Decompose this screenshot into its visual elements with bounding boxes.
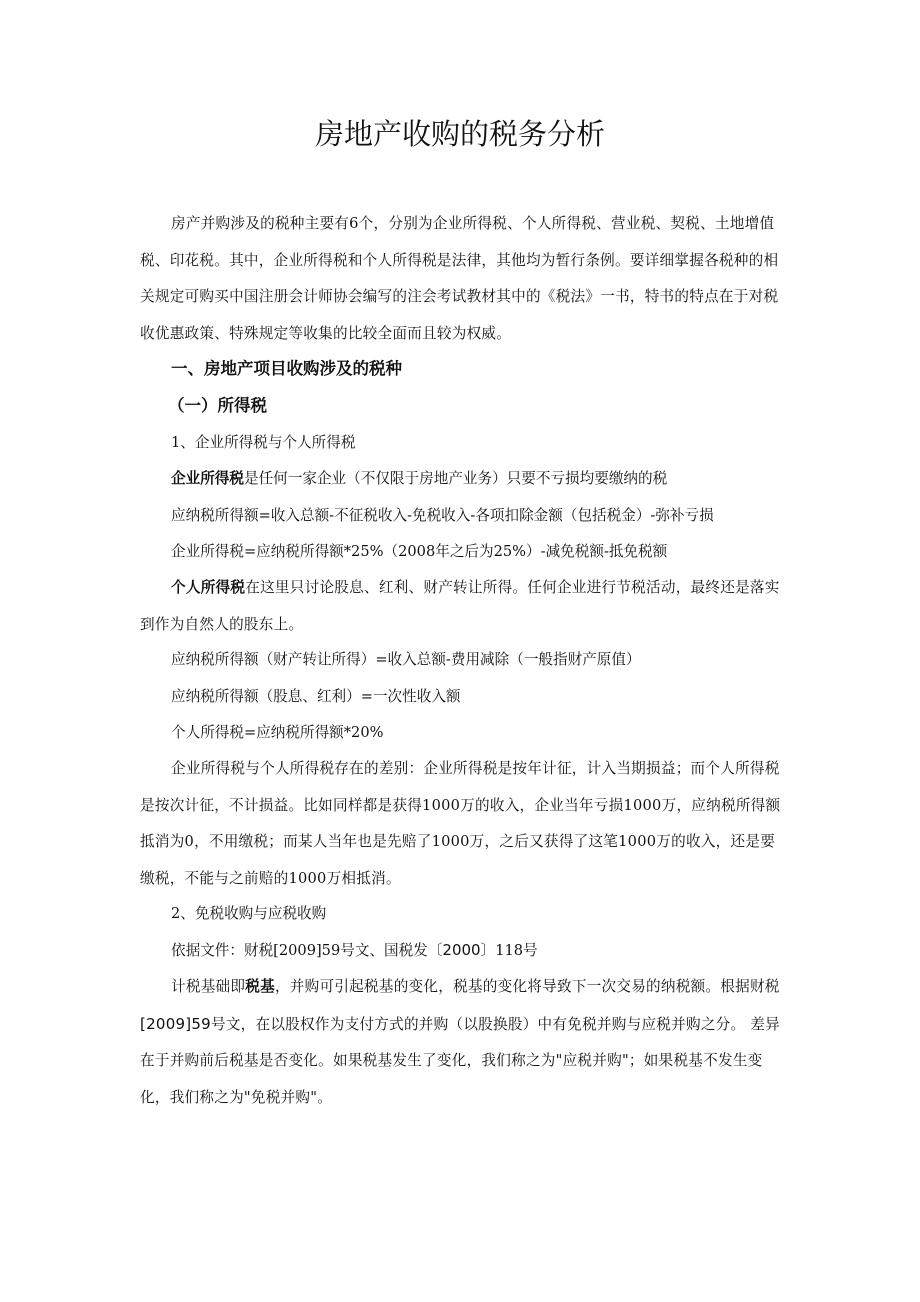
- section-heading-1: 一、房地产项目收购涉及的税种: [171, 359, 402, 378]
- subsection-2: 2、免税收购与应税收购: [171, 905, 327, 922]
- formula-property-transfer: 应纳税所得额（财产转让所得）=收入总额-费用减除（一般指财产原值）: [171, 651, 641, 668]
- personal-tax-term: 个人所得税: [171, 579, 246, 596]
- subsection-1: 1、企业所得税与个人所得税: [171, 434, 356, 451]
- intro-paragraph: 房产并购涉及的税种主要有6个，分别为企业所得税、个人所得税、营业税、契税、土地增值税、印花税。其中，企业所得税和个人所得税是法律，其他均为暂行条例。要详细掌握各税种的相关规定可购买中国注册会计师协会编写的注会考试教材其中的《税法》一书，特书的特点在于对税收优惠政策、特殊规定等收集的比较全面而且较为权威。: [140, 215, 779, 342]
- basis-documents: [140, 932, 782, 970]
- corp-tax-term: 企业所得税: [171, 470, 244, 487]
- corp-tax-definition: 是任何一家企业（不仅限于房地产业务）只要不亏损均要缴纳的税: [243, 470, 668, 487]
- section-heading-2: （一）所得税: [168, 396, 267, 415]
- basis-prefix: 依据文件：财税[2009]59号文、国税发〔: [171, 942, 443, 959]
- tax-base-paragraph: [140, 969, 782, 1116]
- personal-tax-paragraph: [140, 570, 782, 643]
- corp-tax-paragraph: [140, 461, 782, 498]
- basis-suffix: 〕118号: [480, 942, 538, 959]
- tax-base-text-2: ，并购可引起税基的变化，税基的变化将导致下一次交易的纳税额。根据财税: [274, 978, 780, 995]
- formula-taxable-income: 应纳税所得额=收入总额-不征税收入-免税收入-各项扣除金额（包括税金）-弥补亏损: [171, 507, 714, 524]
- personal-tax-definition: 在这里只讨论股息、红利、财产转让所得。任何企业进行节税活动，最终还是落实到作为自然人的股东上。: [140, 579, 780, 633]
- basis-year: 2000: [442, 941, 481, 959]
- tax-base-term: 税基: [245, 978, 275, 995]
- tax-base-text-3: 号文，在以股权作为支付方式的并购（以股换股）中有免税并购与应税并购之分。 差异在于并购前后税基是否变化。如果税基发生了变化，我们称之为"应税并购"；如果税基不发生变化，我们称之为"免税并购"。: [140, 1015, 780, 1106]
- formula-corp-tax: 企业所得税=应纳税所得额*25%（2008年之后为25%）-减免税额-抵免税额: [171, 543, 668, 560]
- formula-dividend: 应纳税所得额（股息、红利）=一次性收入额: [171, 688, 461, 705]
- tax-base-text-1: 计税基础即: [171, 978, 246, 995]
- tax-base-document: [2009]59: [140, 1014, 211, 1033]
- difference-paragraph: 企业所得税与个人所得税存在的差别：企业所得税是按年计征，计入当期损益；而个人所得税是按次计征，不计损益。比如同样都是获得1000万的收入，企业当年亏损1000万，应纳税所得额抵消为0，不用缴税；而某人当年也是先赔了1000万，之后又获得了这笔1000万的收入，还是要缴税，不能与之前赔的1000万相抵消。: [140, 760, 781, 887]
- page-title: 房地产收购的税务分析: [314, 117, 605, 151]
- formula-personal-tax: 个人所得税=应纳税所得额*20%: [171, 724, 384, 741]
